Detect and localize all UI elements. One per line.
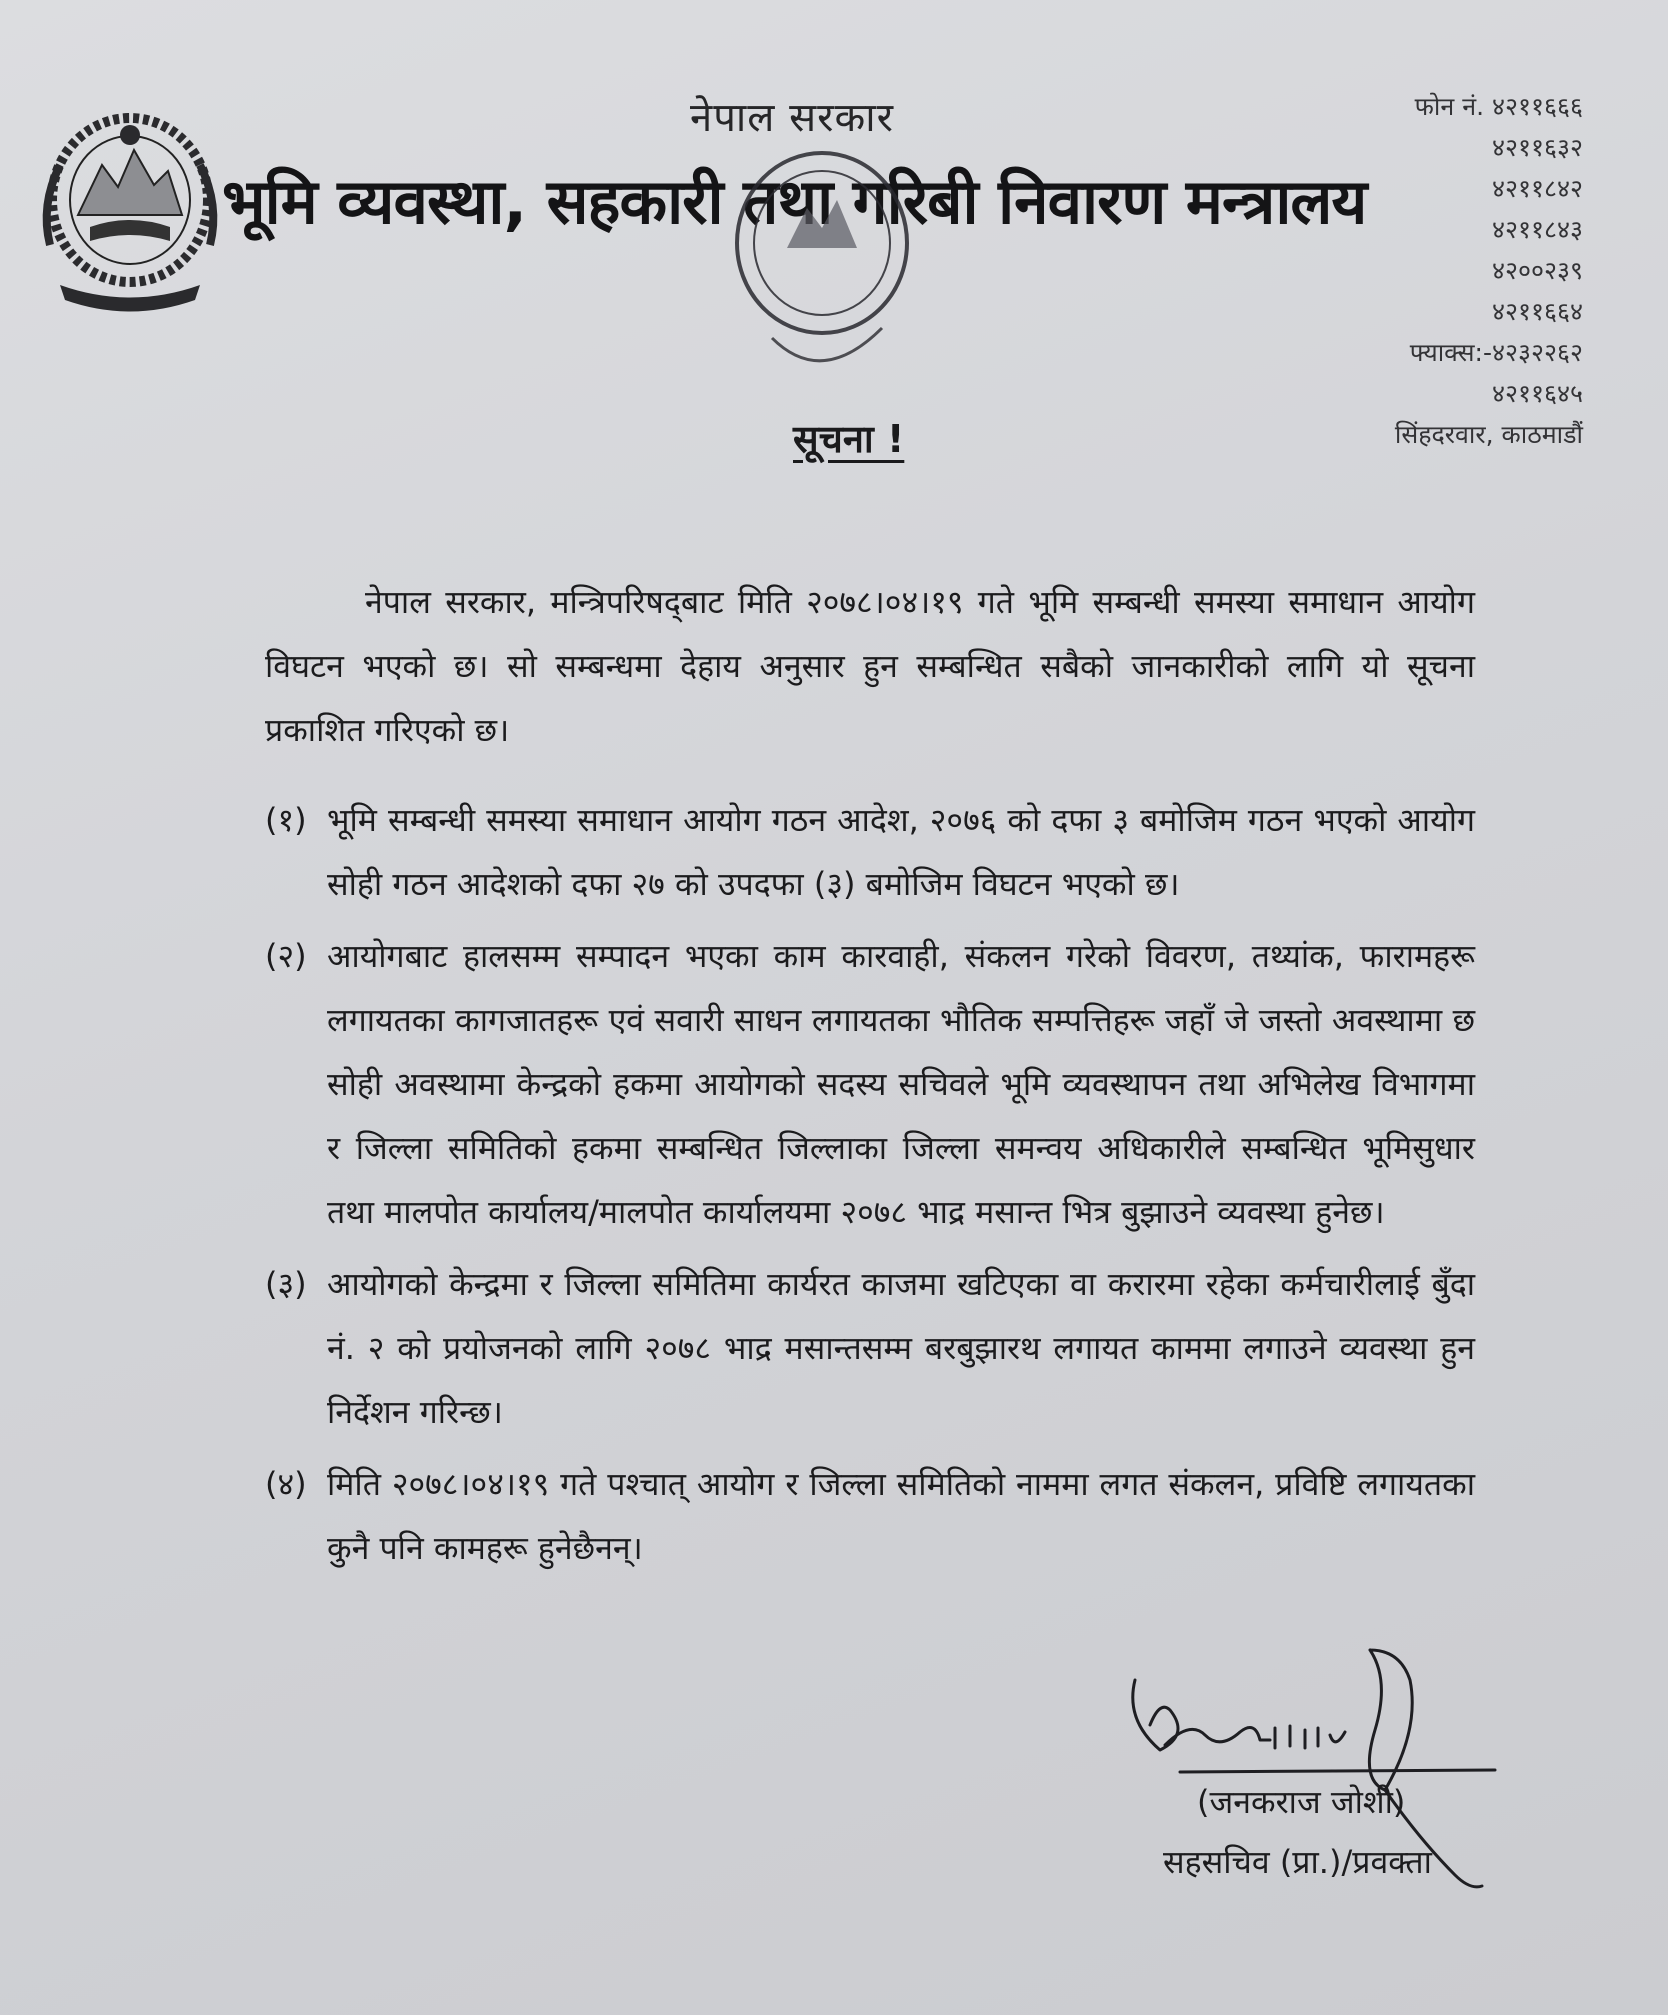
phone-number: ४२११६६४ <box>1491 297 1583 326</box>
phone-number: ४२११८४२ <box>1491 174 1583 203</box>
signer-title: सहसचिव (प्रा.)/प्रवक्ता <box>1163 1843 1432 1881</box>
item-text: भूमि सम्बन्धी समस्या समाधान आयोग गठन आदेश, २०७६ को दफा ३ बमोजिम गठन भएको आयोग सोही गठन आदेशको दफा २७ को उपदफा (३) बमोजिम विघटन भएको छ। <box>327 801 1475 903</box>
notice-body <box>265 570 1475 1588</box>
list-item <box>265 1452 1475 1580</box>
phone-number: फोन नं. ४२११६६६ <box>1414 92 1583 121</box>
item-text: मिति २०७८।०४।१९ गते पश्चात् आयोग र जिल्ला समितिको नाममा लगत संकलन, प्रविष्टि लगायतका कुनै पनि कामहरू हुनेछैनन्। <box>327 1465 1475 1567</box>
item-number: (२) <box>265 937 307 975</box>
list-item <box>265 1252 1475 1444</box>
list-item <box>265 788 1475 916</box>
intro-paragraph: नेपाल सरकार, मन्त्रिपरिषद्‌बाट मिति २०७८।०४।१९ गते भूमि सम्बन्धी समस्या समाधान आयोग विघटन भएको छ। सो सम्बन्धमा देहाय अनुसार हुन सम्बन्धित सबैको जानकारीको लागि यो सूचना प्रकाशित गरिएको छ। <box>265 583 1475 749</box>
fax-number: ४२११६४५ <box>1491 379 1583 408</box>
item-number: (४) <box>265 1465 307 1503</box>
nepal-emblem-logo <box>30 95 230 315</box>
fax-number: फ्याक्स:-४२३२२६२ <box>1409 338 1583 367</box>
item-number: (१) <box>265 801 307 839</box>
office-stamp <box>712 138 932 388</box>
ministry-name: भूमि व्यवस्था, सहकारी तथा गरिबी निवारण मन्त्रालय <box>222 165 1367 238</box>
item-text: आयोगको केन्द्रमा र जिल्ला समितिमा कार्यरत काजमा खटिएका वा करारमा रहेका कर्मचारीलाई बुँदा नं. २ को प्रयोजनको लागि २०७८ भाद्र मसान्तसम्म बरबुझारथ लगायत काममा लगाउने व्यवस्था हुन निर्देशन गरिन्छ। <box>327 1265 1475 1431</box>
signer-name: (जनकराज जोशी) <box>1197 1783 1406 1821</box>
item-number: (३) <box>265 1265 307 1303</box>
phone-number: ४२११८४३ <box>1491 215 1583 244</box>
phone-number: ४२११६३२ <box>1491 133 1583 162</box>
item-text: आयोगबाट हालसम्म सम्पादन भएका काम कारवाही, संकलन गरेको विवरण, तथ्यांक, फारामहरू लगायतका कागजातहरू एवं सवारी साधन लगायतका भौतिक सम्पत्तिहरू जहाँ जे जस्तो अवस्थामा छ सोही अवस्थामा केन्द्रको हकमा आयोगको सदस्य सचिवले भूमि व्यवस्थापन तथा अभिलेख विभागमा र जिल्ला समितिको हकमा सम्बन्धित जिल्लाका जिल्ला समन्वय अधिकारीले सम्बन्धित भूमिसुधार तथा मालपोत कार्यालय/मालपोत कार्यालयमा २०७८ भाद्र मसान्त भित्र बुझाउने व्यवस्था हुनेछ। <box>327 937 1475 1231</box>
government-name: नेपाल सरकार <box>690 95 894 141</box>
list-item <box>265 924 1475 1244</box>
notice-title: सूचना ! <box>793 417 905 461</box>
contact-numbers <box>1323 86 1583 455</box>
office-address: सिंहदरवार, काठमाडौं <box>1394 420 1583 449</box>
phone-number: ४२००२३९ <box>1491 256 1583 285</box>
